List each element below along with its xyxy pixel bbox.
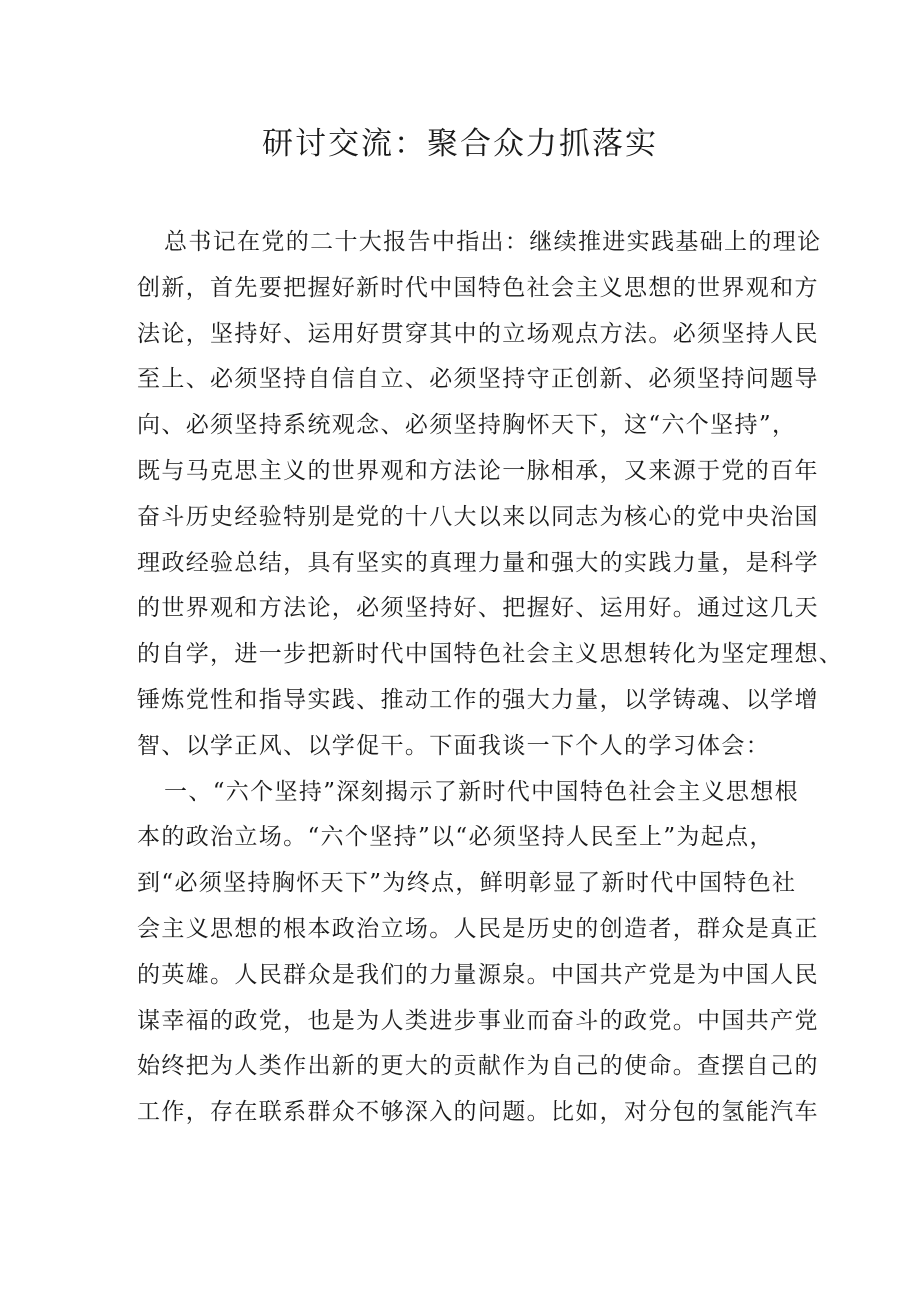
paragraph-line: 一、“六个坚持”深刻揭示了新时代中国特色社会主义思想根 <box>164 778 799 805</box>
paragraph-line: 法论，坚持好、运用好贯穿其中的立场观点方法。必须坚持人民 <box>137 320 819 347</box>
document-title: 研讨交流：聚合众力抓落实 <box>262 126 658 162</box>
paragraph-line: 奋斗历史经验特别是党的十八大以来以同志为核心的党中央治国 <box>137 503 819 530</box>
paragraph-line: 的自学，进一步把新时代中国特色社会主义思想转化为坚定理想、 <box>137 641 844 668</box>
paragraph-line: 至上、必须坚持自信自立、必须坚持守正创新、必须坚持问题导 <box>137 366 819 393</box>
paragraph-line: 会主义思想的根本政治立场。人民是历史的创造者，群众是真正 <box>137 915 819 942</box>
paragraph-line: 创新，首先要把握好新时代中国特色社会主义思想的世界观和方 <box>137 274 819 301</box>
paragraph-line: 到“必须坚持胸怀天下”为终点，鲜明彰显了新时代中国特色社 <box>137 870 797 897</box>
paragraph-line: 谋幸福的政党，也是为人类进步事业而奋斗的政党。中国共产党 <box>137 1007 819 1034</box>
paragraph-line: 总书记在党的二十大报告中指出：继续推进实践基础上的理论 <box>164 229 822 255</box>
paragraph-line: 工作，存在联系群众不够深入的问题。比如，对分包的氢能汽车 <box>137 1099 819 1126</box>
paragraph-line: 智、以学正风、以学促干。下面我谈一下个人的学习体会： <box>137 732 771 759</box>
paragraph-line: 既与马克思主义的世界观和方法论一脉相承，又来源于党的百年 <box>137 457 819 484</box>
paragraph-line: 理政经验总结，具有坚实的真理力量和强大的实践力量，是科学 <box>137 549 819 576</box>
paragraph-line: 始终把为人类作出新的更大的贡献作为自己的使命。查摆自己的 <box>137 1053 819 1080</box>
paragraph-line: 本的政治立场。“六个坚持”以“必须坚持人民至上”为起点， <box>137 824 774 851</box>
paragraph-line: 的世界观和方法论，必须坚持好、把握好、运用好。通过这几天 <box>137 595 819 622</box>
paragraph-line: 的英雄。人民群众是我们的力量源泉。中国共产党是为中国人民 <box>137 961 819 988</box>
paragraph-line: 锤炼党性和指导实践、推动工作的强大力量，以学铸魂、以学增 <box>137 686 819 713</box>
document-body <box>137 220 844 1136</box>
paragraph-line: 向、必须坚持系统观念、必须坚持胸怀天下，这“六个坚持”， <box>137 412 797 439</box>
